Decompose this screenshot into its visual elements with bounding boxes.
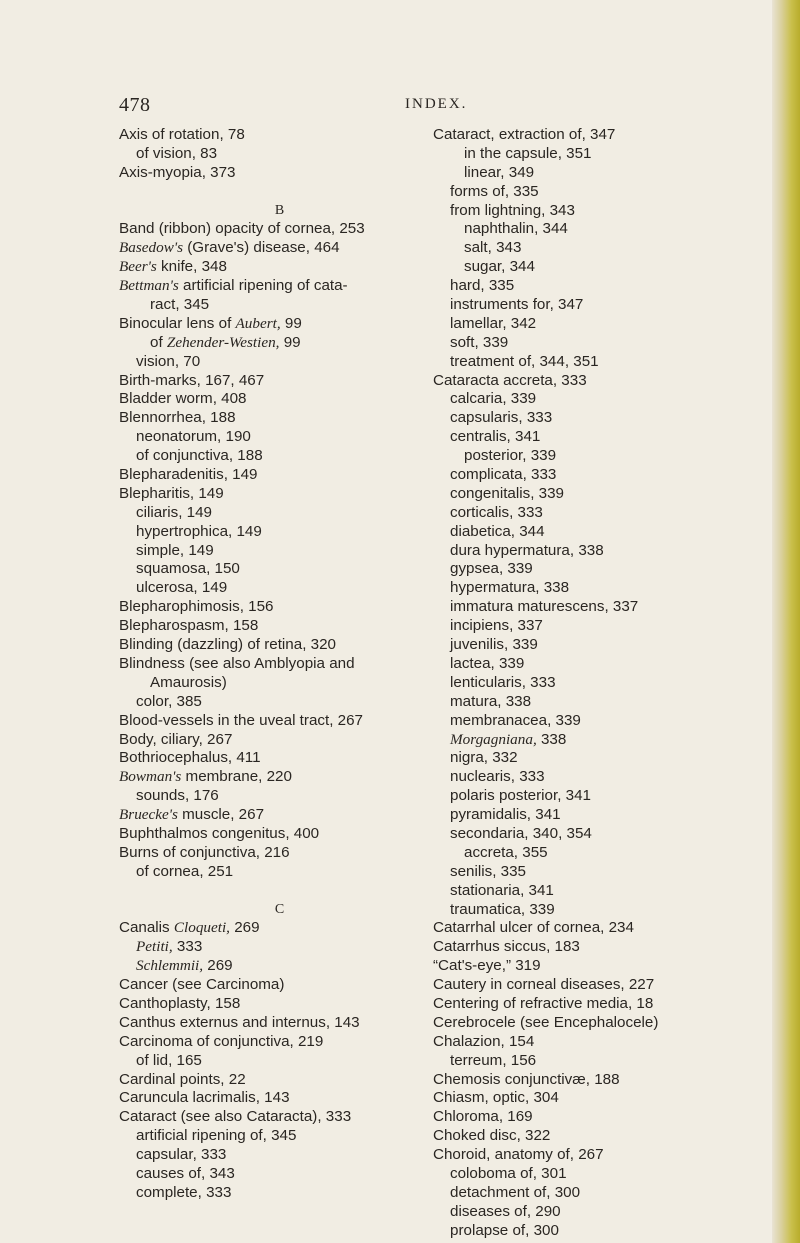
index-subentry bbox=[433, 655, 758, 674]
index-subentry bbox=[433, 579, 758, 598]
index-entry-text: stationaria, 341 bbox=[450, 881, 554, 899]
index-entry-italic-text: Schlemmii, bbox=[136, 957, 204, 975]
index-entry-text: diabetica, 344 bbox=[450, 522, 545, 540]
index-entry-text: Cancer (see Carcinoma) bbox=[119, 976, 285, 994]
index-entry-text: forms of, 335 bbox=[450, 182, 539, 200]
index-entry bbox=[119, 409, 444, 428]
index-entry-text: Cataract (see also Cataracta), 333 bbox=[119, 1108, 352, 1126]
index-entry-italic-text: Basedow's bbox=[119, 239, 183, 257]
index-entry-text: detachment of, 300 bbox=[450, 1183, 581, 1201]
index-entry bbox=[119, 731, 444, 750]
index-entry-text: Blood-vessels in the uveal tract, 267 bbox=[119, 711, 363, 729]
index-entry bbox=[119, 1014, 444, 1033]
index-entry-text: Choroid, anatomy of, 267 bbox=[433, 1146, 604, 1164]
index-entry-text: Axis-myopia, 373 bbox=[119, 163, 236, 181]
index-entry-text: naphthalin, 344 bbox=[464, 220, 568, 238]
index-entry bbox=[119, 1033, 444, 1052]
index-entry-text: Axis of rotation, 78 bbox=[119, 126, 245, 143]
index-entry-text: hard, 335 bbox=[450, 277, 515, 295]
index-entry-text: 269 bbox=[229, 919, 260, 937]
index-subentry bbox=[433, 1165, 758, 1184]
index-spacer bbox=[119, 183, 444, 202]
index-subentry bbox=[119, 957, 444, 976]
index-entry bbox=[433, 976, 758, 995]
index-entry bbox=[119, 617, 444, 636]
index-entry-text: of bbox=[150, 333, 167, 351]
index-entry bbox=[119, 390, 444, 409]
index-entry-text: artificial ripening of cata- bbox=[178, 277, 348, 295]
index-entry-text: Blinding (dazzling) of retina, 320 bbox=[119, 636, 336, 654]
index-subentry bbox=[433, 1184, 758, 1203]
index-entry bbox=[119, 976, 444, 995]
page-number: 478 bbox=[119, 94, 151, 116]
index-entry-text: soft, 339 bbox=[450, 333, 509, 351]
index-entry bbox=[433, 938, 758, 957]
index-entry-text: pyramidalis, 341 bbox=[450, 806, 561, 824]
index-spacer bbox=[119, 882, 444, 901]
index-subentry bbox=[433, 390, 758, 409]
index-entry bbox=[119, 315, 444, 334]
index-subentry bbox=[433, 447, 758, 466]
index-entry bbox=[433, 919, 758, 938]
index-entry-text: gypsea, 339 bbox=[450, 560, 533, 578]
index-entry-text: of cornea, 251 bbox=[136, 862, 234, 880]
index-entry-text: Canthus externus and internus, 143 bbox=[119, 1013, 360, 1031]
index-subentry bbox=[433, 712, 758, 731]
page-edge bbox=[772, 0, 800, 1243]
index-column-left bbox=[119, 126, 444, 1203]
index-entry-text: Catarrhus siccus, 183 bbox=[433, 938, 580, 956]
index-entry bbox=[433, 1089, 758, 1108]
index-subentry bbox=[119, 1052, 444, 1071]
index-entry-text: simple, 149 bbox=[136, 541, 214, 559]
index-subentry bbox=[433, 202, 758, 221]
index-entry-text: complete, 333 bbox=[136, 1183, 232, 1201]
index-entry-text: Blepharophimosis, 156 bbox=[119, 598, 274, 616]
index-entry-text: terreum, 156 bbox=[450, 1051, 537, 1069]
index-subentry bbox=[433, 901, 758, 920]
index-entry-text: instruments for, 347 bbox=[450, 296, 584, 314]
index-entry-text: Blennorrhea, 188 bbox=[119, 409, 236, 427]
index-entry-text: vision, 70 bbox=[136, 352, 201, 370]
index-entry-text: of lid, 165 bbox=[136, 1051, 202, 1069]
index-entry-text: Blepharadenitis, 149 bbox=[119, 466, 258, 484]
index-subentry bbox=[433, 334, 758, 353]
index-entry-text: Canalis bbox=[119, 919, 174, 937]
index-entry bbox=[119, 239, 444, 258]
index-subentry bbox=[433, 749, 758, 768]
index-entry-text: Catarrhal ulcer of cornea, 234 bbox=[433, 919, 634, 937]
index-entry-text: nuclearis, 333 bbox=[450, 768, 545, 786]
index-subentry bbox=[433, 863, 758, 882]
index-entry-text: traumatica, 339 bbox=[450, 900, 555, 918]
index-subentry bbox=[119, 542, 444, 561]
index-entry-text: 99 bbox=[279, 333, 301, 351]
index-subentry bbox=[433, 542, 758, 561]
index-entry-text: C bbox=[274, 901, 285, 917]
index-subentry bbox=[119, 560, 444, 579]
index-entry-text: linear, 349 bbox=[464, 163, 535, 181]
index-entry-text: Choked disc, 322 bbox=[433, 1127, 551, 1145]
index-entry-text: lenticularis, 333 bbox=[450, 673, 556, 691]
index-entry-text: causes of, 343 bbox=[136, 1164, 235, 1182]
index-entry-text: of vision, 83 bbox=[136, 144, 218, 162]
index-entry bbox=[119, 485, 444, 504]
index-entry-text: Cautery in corneal diseases, 227 bbox=[433, 976, 655, 994]
index-entry bbox=[433, 995, 758, 1014]
index-entry-text: membranacea, 339 bbox=[450, 711, 581, 729]
index-subentry bbox=[433, 806, 758, 825]
index-entry-italic-text: Aubert, bbox=[235, 314, 281, 332]
index-subentry bbox=[433, 239, 758, 258]
index-subentry bbox=[119, 504, 444, 523]
index-entry bbox=[119, 126, 444, 145]
index-subentry bbox=[433, 183, 758, 202]
index-entry-text: centralis, 341 bbox=[450, 428, 541, 446]
index-subentry bbox=[433, 731, 758, 750]
index-entry bbox=[119, 466, 444, 485]
running-head: INDEX. bbox=[405, 96, 468, 112]
index-entry bbox=[433, 1071, 758, 1090]
index-entry-text: 269 bbox=[203, 957, 233, 975]
index-entry-text: matura, 338 bbox=[450, 692, 532, 710]
index-entry-text: membrane, 220 bbox=[181, 768, 292, 786]
index-entry-text: immatura maturescens, 337 bbox=[450, 598, 639, 616]
index-subentry bbox=[433, 636, 758, 655]
index-entry-italic-text: Bettman's bbox=[119, 277, 179, 295]
index-entry-text: coloboma of, 301 bbox=[450, 1164, 567, 1182]
index-entry bbox=[433, 372, 758, 391]
index-subentry bbox=[433, 693, 758, 712]
index-entry bbox=[119, 1108, 444, 1127]
index-entry-text: Canthoplasty, 158 bbox=[119, 994, 241, 1012]
index-entry-text: Blepharitis, 149 bbox=[119, 484, 224, 502]
index-entry-text: knife, 348 bbox=[156, 258, 227, 276]
index-entry-text: Birth-marks, 167, 467 bbox=[119, 371, 265, 389]
index-subentry bbox=[119, 296, 444, 315]
index-entry-text: Chloroma, 169 bbox=[433, 1108, 533, 1126]
index-entry-text: Amaurosis) bbox=[150, 673, 227, 691]
index-entry-text: “Cat's-eye,” 319 bbox=[433, 957, 541, 975]
index-subentry bbox=[433, 560, 758, 579]
index-entry-text: congenitalis, 339 bbox=[450, 484, 564, 502]
index-entry-text: Cataract, extraction of, 347 bbox=[433, 126, 616, 143]
index-entry-text: 99 bbox=[280, 314, 302, 332]
index-entry-text: squamosa, 150 bbox=[136, 560, 240, 578]
index-entry-text: hypertrophica, 149 bbox=[136, 522, 262, 540]
index-subentry bbox=[433, 1222, 758, 1241]
index-subentry bbox=[433, 617, 758, 636]
index-subentry bbox=[433, 220, 758, 239]
index-entry-text: Body, ciliary, 267 bbox=[119, 730, 233, 748]
index-entry bbox=[433, 1033, 758, 1052]
index-entry-text: senilis, 335 bbox=[450, 862, 526, 880]
index-subentry bbox=[433, 844, 758, 863]
index-entry-text: calcaria, 339 bbox=[450, 390, 537, 408]
index-entry-italic-text: Bruecke's bbox=[119, 806, 178, 824]
index-subentry bbox=[433, 315, 758, 334]
index-entry-text: 333 bbox=[172, 938, 203, 956]
index-subentry bbox=[433, 145, 758, 164]
index-entry bbox=[119, 1089, 444, 1108]
index-entry bbox=[119, 712, 444, 731]
index-entry-text: lamellar, 342 bbox=[450, 314, 537, 332]
index-subentry bbox=[119, 447, 444, 466]
index-entry-text: hypermatura, 338 bbox=[450, 579, 570, 597]
index-entry-text: ciliaris, 149 bbox=[136, 503, 212, 521]
index-entry bbox=[119, 825, 444, 844]
index-entry-text: from lightning, 343 bbox=[450, 201, 575, 219]
index-entry-text: ract, 345 bbox=[150, 296, 210, 314]
index-entry bbox=[433, 1127, 758, 1146]
index-subentry bbox=[433, 1203, 758, 1222]
index-entry-text: posterior, 339 bbox=[464, 447, 557, 465]
index-subentry bbox=[119, 353, 444, 372]
index-subentry bbox=[433, 466, 758, 485]
index-entry-text: complicata, 333 bbox=[450, 466, 557, 484]
index-entry bbox=[119, 995, 444, 1014]
index-subentry bbox=[119, 693, 444, 712]
index-entry bbox=[119, 258, 444, 277]
index-entry bbox=[433, 957, 758, 976]
index-subentry bbox=[433, 277, 758, 296]
index-subentry bbox=[119, 674, 444, 693]
index-subentry bbox=[433, 409, 758, 428]
index-entry-italic-text: Beer's bbox=[119, 258, 157, 276]
index-entry-text: secondaria, 340, 354 bbox=[450, 824, 592, 842]
index-entry-text: of conjunctiva, 188 bbox=[136, 447, 263, 465]
index-subentry bbox=[433, 768, 758, 787]
index-entry bbox=[119, 806, 444, 825]
index-entry-text: Blindness (see also Amblyopia and bbox=[119, 654, 355, 672]
index-entry-text: dura hypermatura, 338 bbox=[450, 541, 604, 559]
index-entry bbox=[433, 126, 758, 145]
index-subentry bbox=[433, 428, 758, 447]
index-entry-text: Bladder worm, 408 bbox=[119, 390, 247, 408]
index-subentry bbox=[119, 579, 444, 598]
index-entry-text: prolapse of, 300 bbox=[450, 1221, 559, 1239]
index-subentry bbox=[119, 1165, 444, 1184]
index-subentry bbox=[433, 825, 758, 844]
index-entry-text: Chemosis conjunctivæ, 188 bbox=[433, 1070, 620, 1088]
index-entry-text: Band (ribbon) opacity of cornea, 253 bbox=[119, 220, 365, 238]
index-subentry bbox=[119, 523, 444, 542]
index-entry bbox=[119, 636, 444, 655]
index-entry bbox=[433, 1146, 758, 1165]
index-entry-text: Burns of conjunctiva, 216 bbox=[119, 843, 290, 861]
index-entry-text: Cerebrocele (see Encephalocele) bbox=[433, 1013, 659, 1031]
index-entry-text: Bothriocephalus, 411 bbox=[119, 749, 261, 767]
index-subentry bbox=[433, 787, 758, 806]
index-entry-text: Cardinal points, 22 bbox=[119, 1070, 246, 1088]
index-subentry bbox=[119, 145, 444, 164]
index-subentry bbox=[119, 1184, 444, 1203]
index-entry bbox=[119, 768, 444, 787]
index-entry-text: nigra, 332 bbox=[450, 749, 518, 767]
index-entry-text: juvenilis, 339 bbox=[450, 636, 538, 654]
index-entry-text: Carcinoma of conjunctiva, 219 bbox=[119, 1032, 324, 1050]
index-entry-text: Blepharospasm, 158 bbox=[119, 617, 259, 635]
index-entry-italic-text: Petiti, bbox=[136, 938, 173, 956]
index-subentry bbox=[433, 258, 758, 277]
index-entry-text: treatment of, 344, 351 bbox=[450, 352, 599, 370]
index-entry-text: 338 bbox=[536, 730, 567, 748]
index-subentry bbox=[433, 504, 758, 523]
index-subentry bbox=[433, 523, 758, 542]
index-subentry bbox=[119, 787, 444, 806]
index-entry-text: Centering of refractive media, 18 bbox=[433, 994, 654, 1012]
index-subentry bbox=[433, 164, 758, 183]
index-entry-text: capsular, 333 bbox=[136, 1146, 227, 1164]
index-entry-text: Binocular lens of bbox=[119, 314, 236, 332]
index-letter-heading bbox=[117, 901, 442, 920]
index-entry-text: Buphthalmos congenitus, 400 bbox=[119, 824, 320, 842]
index-column-right bbox=[433, 126, 758, 1241]
index-entry-text: Cataracta accreta, 333 bbox=[433, 371, 587, 389]
index-subentry bbox=[433, 353, 758, 372]
index-entry-text: artificial ripening of, 345 bbox=[136, 1127, 297, 1145]
index-entry bbox=[119, 844, 444, 863]
index-entry-text: salt, 343 bbox=[464, 239, 522, 257]
index-subentry bbox=[119, 1146, 444, 1165]
index-entry-text: corticalis, 333 bbox=[450, 503, 543, 521]
index-entry-text: lactea, 339 bbox=[450, 654, 525, 672]
index-entry-italic-text: Zehender-Westien, bbox=[166, 333, 280, 351]
index-entry-text: B bbox=[274, 202, 285, 218]
index-entry bbox=[119, 749, 444, 768]
index-entry-text: ulcerosa, 149 bbox=[136, 579, 228, 597]
index-entry-italic-text: Cloqueti, bbox=[173, 919, 230, 937]
index-entry-text: (Grave's) disease, 464 bbox=[183, 239, 340, 257]
index-entry bbox=[119, 164, 444, 183]
index-entry bbox=[119, 1071, 444, 1090]
index-entry bbox=[119, 919, 444, 938]
index-subentry bbox=[119, 938, 444, 957]
index-entry-text: sugar, 344 bbox=[464, 258, 535, 276]
index-entry-text: capsularis, 333 bbox=[450, 409, 553, 427]
index-entry-text: incipiens, 337 bbox=[450, 617, 543, 635]
index-entry bbox=[433, 1108, 758, 1127]
index-subentry bbox=[433, 882, 758, 901]
index-entry-text: Chiasm, optic, 304 bbox=[433, 1089, 559, 1107]
index-subentry bbox=[119, 1127, 444, 1146]
index-subentry bbox=[433, 674, 758, 693]
index-entry bbox=[119, 598, 444, 617]
index-entry-text: muscle, 267 bbox=[177, 806, 265, 824]
index-entry-italic-text: Bowman's bbox=[119, 768, 182, 786]
index-subentry bbox=[433, 485, 758, 504]
index-subentry bbox=[433, 1052, 758, 1071]
index-entry bbox=[119, 277, 444, 296]
index-entry bbox=[119, 655, 444, 674]
index-subentry bbox=[433, 598, 758, 617]
index-entry-text: sounds, 176 bbox=[136, 787, 219, 805]
index-entry bbox=[433, 1014, 758, 1033]
index-subentry bbox=[119, 428, 444, 447]
index-entry bbox=[119, 372, 444, 391]
index-entry-text: color, 385 bbox=[136, 692, 202, 710]
index-entry-text: accreta, 355 bbox=[464, 843, 548, 861]
index-entry-text: Chalazion, 154 bbox=[433, 1032, 535, 1050]
index-entry-italic-text: Morgagniana, bbox=[450, 730, 537, 748]
index-entry-text: Caruncula lacrimalis, 143 bbox=[119, 1089, 290, 1107]
index-entry bbox=[119, 220, 444, 239]
index-subentry bbox=[433, 296, 758, 315]
index-entry-text: polaris posterior, 341 bbox=[450, 787, 591, 805]
index-entry-text: diseases of, 290 bbox=[450, 1202, 561, 1220]
index-letter-heading bbox=[117, 202, 442, 221]
index-entry-text: neonatorum, 190 bbox=[136, 428, 251, 446]
index-subentry bbox=[119, 334, 444, 353]
index-subentry bbox=[119, 863, 444, 882]
index-entry-text: in the capsule, 351 bbox=[464, 144, 592, 162]
